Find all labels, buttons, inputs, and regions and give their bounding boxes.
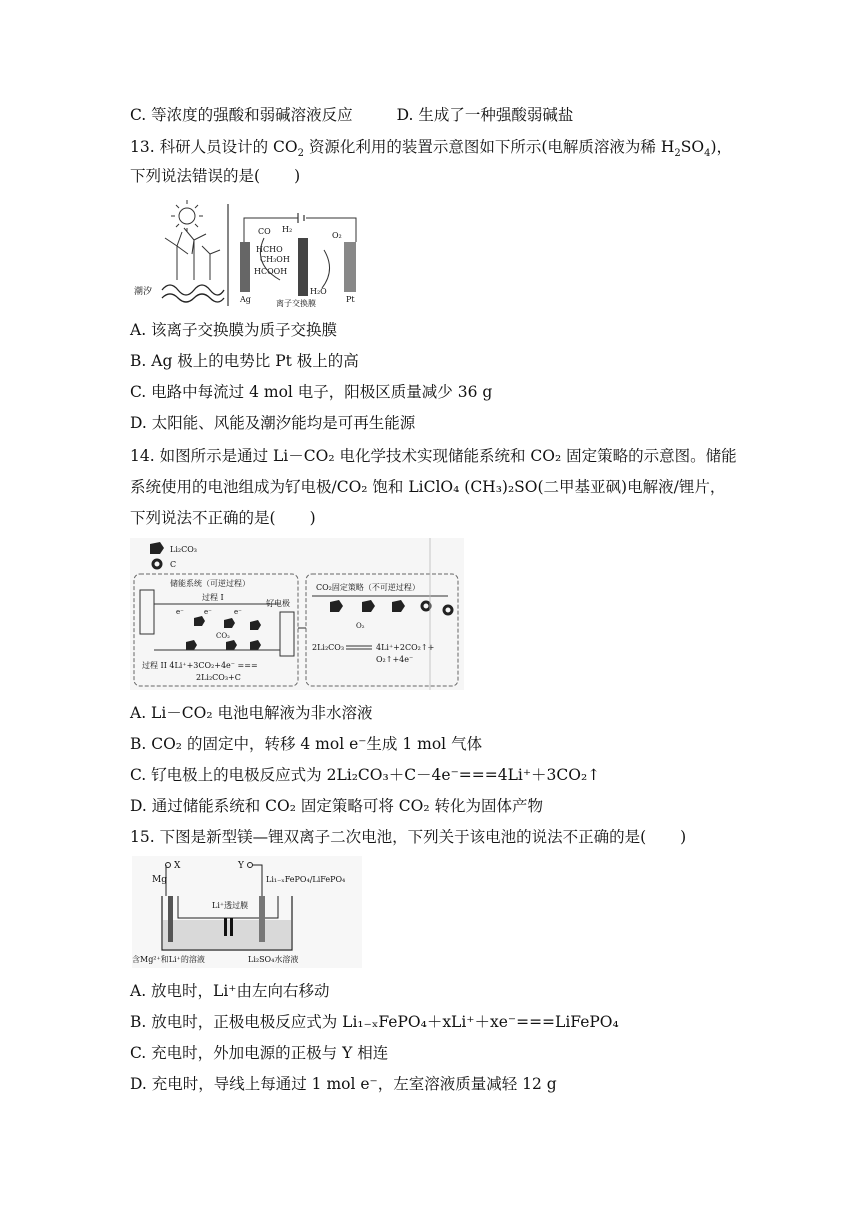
q13-stem-line-1: 13. 科研人员设计的 $CO_2$ 资源化利用的装置示意图如下所示(电解质溶液为稀 $H_2SO_4$)， [130,138,733,160]
svg-text:HCOOH: HCOOH [254,267,288,276]
svg-text:过程 I: 过程 I [202,593,224,602]
q12-option-d: D. 生成了一种强酸弱碱盐 [396,106,574,124]
svg-text:含Mg²⁺和Li⁺的溶液: 含Mg²⁺和Li⁺的溶液 [132,955,205,964]
svg-text:O₂: O₂ [332,231,342,240]
q15-option-c: C. 充电时，外加电源的正极与 Y 相连 [130,1044,389,1062]
svg-text:e⁻: e⁻ [204,608,212,616]
svg-text:CH₃OH: CH₃OH [260,255,290,264]
svg-text:储能系统（可逆过程）: 储能系统（可逆过程） [170,579,250,588]
q14-option-d: D. 通过储能系统和 CO₂ 固定策略可将 CO₂ 转化为固体产物 [130,797,543,815]
q12-options-row [130,105,573,125]
svg-text:H₂O: H₂O [310,287,327,296]
svg-text:Ag: Ag [240,295,251,304]
svg-text:O₂: O₂ [356,622,365,630]
q15-option-a: A. 放电时，Li⁺由左向右移动 [130,982,330,1000]
q14-option-b: B. CO₂ 的固定中，转移 4 mol e⁻生成 1 mol 气体 [130,735,483,753]
svg-text:CO₂固定策略（不可逆过程）: CO₂固定策略（不可逆过程） [316,583,420,592]
pt-electrode [344,242,356,292]
ion-exchange-membrane [298,238,308,296]
svg-text:X: X [174,861,181,871]
li-permeable-membrane [224,918,227,936]
svg-text:C: C [170,560,177,569]
q13-option-c: C. 电路中每流过 4 mol 电子，阳极区质量减少 36 g [130,383,493,401]
q13-stem-line-2: 下列说法错误的是( ) [130,167,301,185]
svg-text:2Li₂CO₃: 2Li₂CO₃ [312,643,345,652]
q14-stem-line-2: 系统使用的电池组成为钌电极/CO₂ 饱和 LiClO₄ (CH₃)₂SO(二甲基亚砜)电解液/锂片， [130,478,726,496]
q14-stem-line-1: 14. 如图所示是通过 Li－CO₂ 电化学技术实现储能系统和 CO₂ 固定策略的示意图。储能 [130,447,737,465]
svg-text:e⁻: e⁻ [176,608,184,616]
q14-option-c: C. 钌电极上的电极反应式为 2Li₂CO₃＋C－4e⁻===4Li⁺＋3CO₂↑ [130,766,601,784]
q13-option-a: A. 该离子交换膜为质子交换膜 [130,321,338,339]
wind-turbine-icon [165,228,220,280]
svg-text:Li₂CO₃: Li₂CO₃ [170,545,197,554]
q14-figure [130,538,464,690]
svg-text:O₂↑+4e⁻: O₂↑+4e⁻ [376,655,414,664]
svg-text:钌电极: 钌电极 [266,599,290,608]
svg-text:离子交换膜: 离子交换膜 [276,299,316,308]
mg-electrode [168,896,173,942]
svg-text:CO₂: CO₂ [216,632,230,640]
svg-text:Li₁₋ₓFePO₄/LiFePO₄: Li₁₋ₓFePO₄/LiFePO₄ [266,875,346,884]
q13-option-d: D. 太阳能、风能及潮汐能均是可再生能源 [130,414,416,432]
svg-text:Y: Y [238,861,244,871]
svg-text:过程 II 4Li⁺+3CO₂+4e⁻ ===: 过程 II 4Li⁺+3CO₂+4e⁻ === [142,661,258,670]
svg-text:Pt: Pt [346,295,355,304]
svg-text:2Li₂CO₃+C: 2Li₂CO₃+C [196,673,241,682]
tide-label: 潮汐 [134,287,153,297]
svg-text:Li⁺透过膜: Li⁺透过膜 [212,901,249,910]
ag-electrode [240,242,250,292]
svg-text:4Li⁺+2CO₂↑+: 4Li⁺+2CO₂↑+ [376,643,435,652]
q15-figure [132,856,362,968]
svg-text:HCHO: HCHO [256,245,283,254]
q13-figure [132,198,372,308]
sun-icon [171,200,203,232]
svg-text:Li₂SO₄水溶液: Li₂SO₄水溶液 [248,955,299,964]
svg-text:H₂: H₂ [282,225,293,234]
svg-text:e⁻: e⁻ [234,608,242,616]
lifepo4-electrode [259,896,265,942]
q15-stem: 15. 下图是新型镁—锂双离子二次电池，下列关于该电池的说法不正确的是( ) [130,828,687,846]
q13-option-b: B. Ag 极上的电势比 Pt 极上的高 [130,352,359,370]
svg-text:CO: CO [258,227,271,236]
q15-option-b: B. 放电时，正极电极反应式为 Li₁₋ₓFePO₄＋xLi⁺＋xe⁻===LiFePO₄ [130,1013,619,1031]
tide-wave-icon [162,285,224,302]
q12-option-c: C. 等浓度的强酸和弱碱溶液反应 [130,106,353,124]
svg-text:Mg: Mg [152,875,167,885]
q14-stem-line-3: 下列说法不正确的是( ) [130,509,316,527]
q14-option-a: A. Li－CO₂ 电池电解液为非水溶液 [130,704,373,722]
q15-option-d: D. 充电时，导线上每通过 1 mol e⁻，左室溶液质量减轻 12 g [130,1075,557,1093]
